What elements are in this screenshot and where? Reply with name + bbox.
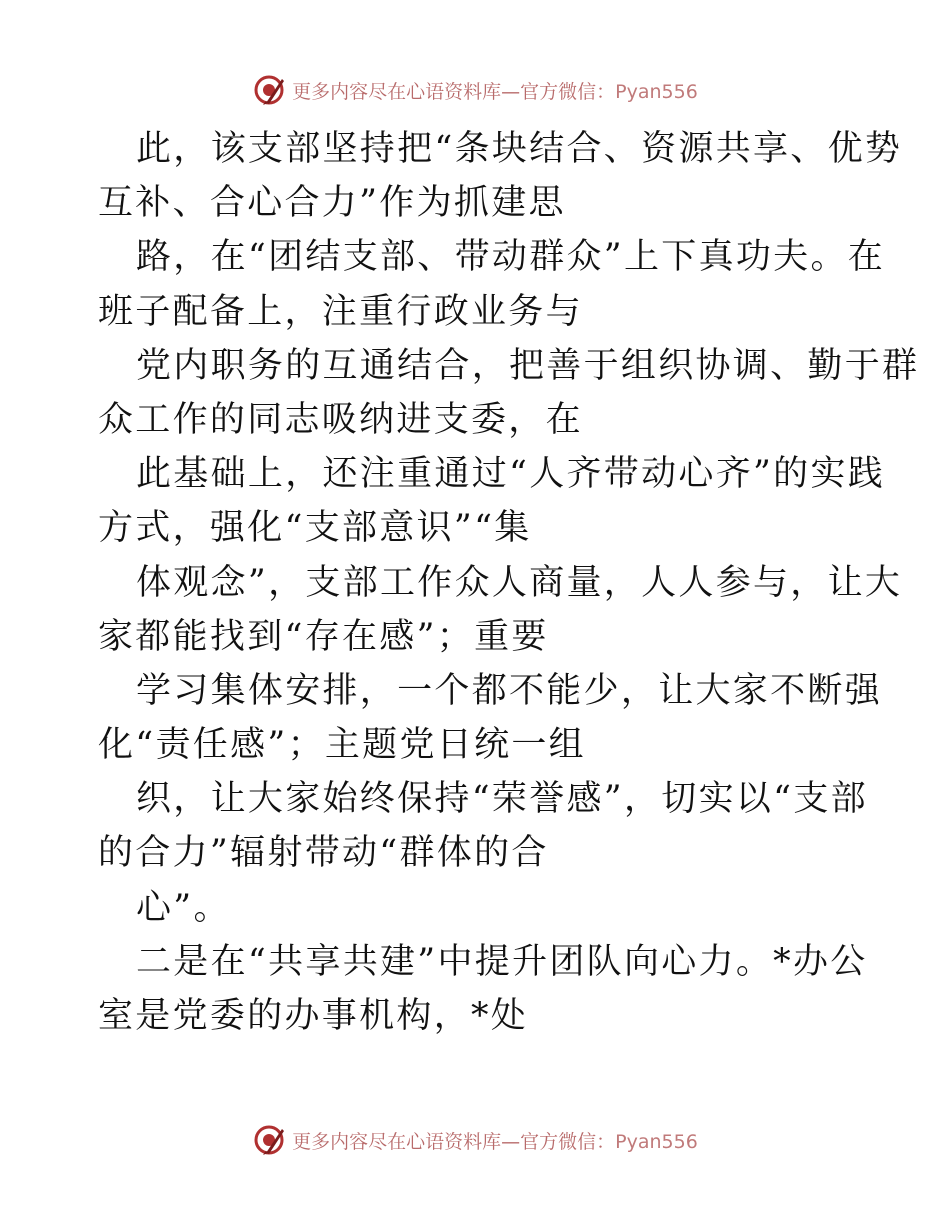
body-line-11: 学习集体安排，一个都不能少，让大家不断强 bbox=[136, 670, 883, 711]
watermark-wechat-id: Pyan556 bbox=[615, 80, 698, 103]
body-line-13: 织，让大家始终保持“荣誉感”，切实以“支部 bbox=[136, 779, 868, 820]
body-line-17: 室是党委的办事机构，*处 bbox=[98, 996, 529, 1036]
body-line-16: 二是在“共享共建”中提升团队向心力。*办公 bbox=[136, 941, 868, 982]
watermark-text bbox=[292, 77, 698, 104]
header-watermark bbox=[0, 70, 950, 110]
pen-logo-icon bbox=[252, 73, 286, 107]
pen-logo-icon bbox=[252, 1123, 286, 1157]
body-line-8: 方式，强化“支部意识”“集 bbox=[98, 508, 532, 549]
document-body bbox=[98, 122, 920, 1043]
body-line-9: 体观念”，支部工作众人商量，人人参与，让大 bbox=[136, 562, 903, 603]
body-line-6: 众工作的同志吸纳进支委，在 bbox=[98, 399, 583, 440]
body-line-2: 互补、合心合力”作为抓建思 bbox=[98, 183, 566, 224]
body-line-4: 班子配备上，注重行政业务与 bbox=[98, 291, 583, 332]
body-line-1: 此，该支部坚持把“条块结合、资源共享、优势 bbox=[136, 129, 903, 169]
body-line-10: 家都能找到“存在感”；重要 bbox=[98, 616, 549, 657]
watermark-text bbox=[292, 1127, 698, 1154]
body-line-5: 党内职务的互通结合，把善于组织协调、勤于群 bbox=[136, 345, 920, 386]
body-line-7: 此基础上，还注重通过“人齐带动心齐”的实践 bbox=[136, 454, 886, 495]
body-line-15: 心”。 bbox=[136, 887, 231, 928]
watermark-wechat-id: Pyan556 bbox=[615, 1130, 698, 1153]
footer-watermark bbox=[0, 1120, 950, 1160]
watermark-label: 更多内容尽在心语资料库—官方微信： bbox=[292, 1130, 616, 1153]
body-line-3: 路，在“团结支部、带动群众”上下真功夫。在 bbox=[136, 237, 886, 278]
body-line-14: 的合力”辐射带动“群体的合 bbox=[98, 833, 549, 874]
body-line-12: 化“责任感”；主题党日统一组 bbox=[98, 725, 586, 766]
watermark-label: 更多内容尽在心语资料库—官方微信： bbox=[292, 80, 616, 103]
